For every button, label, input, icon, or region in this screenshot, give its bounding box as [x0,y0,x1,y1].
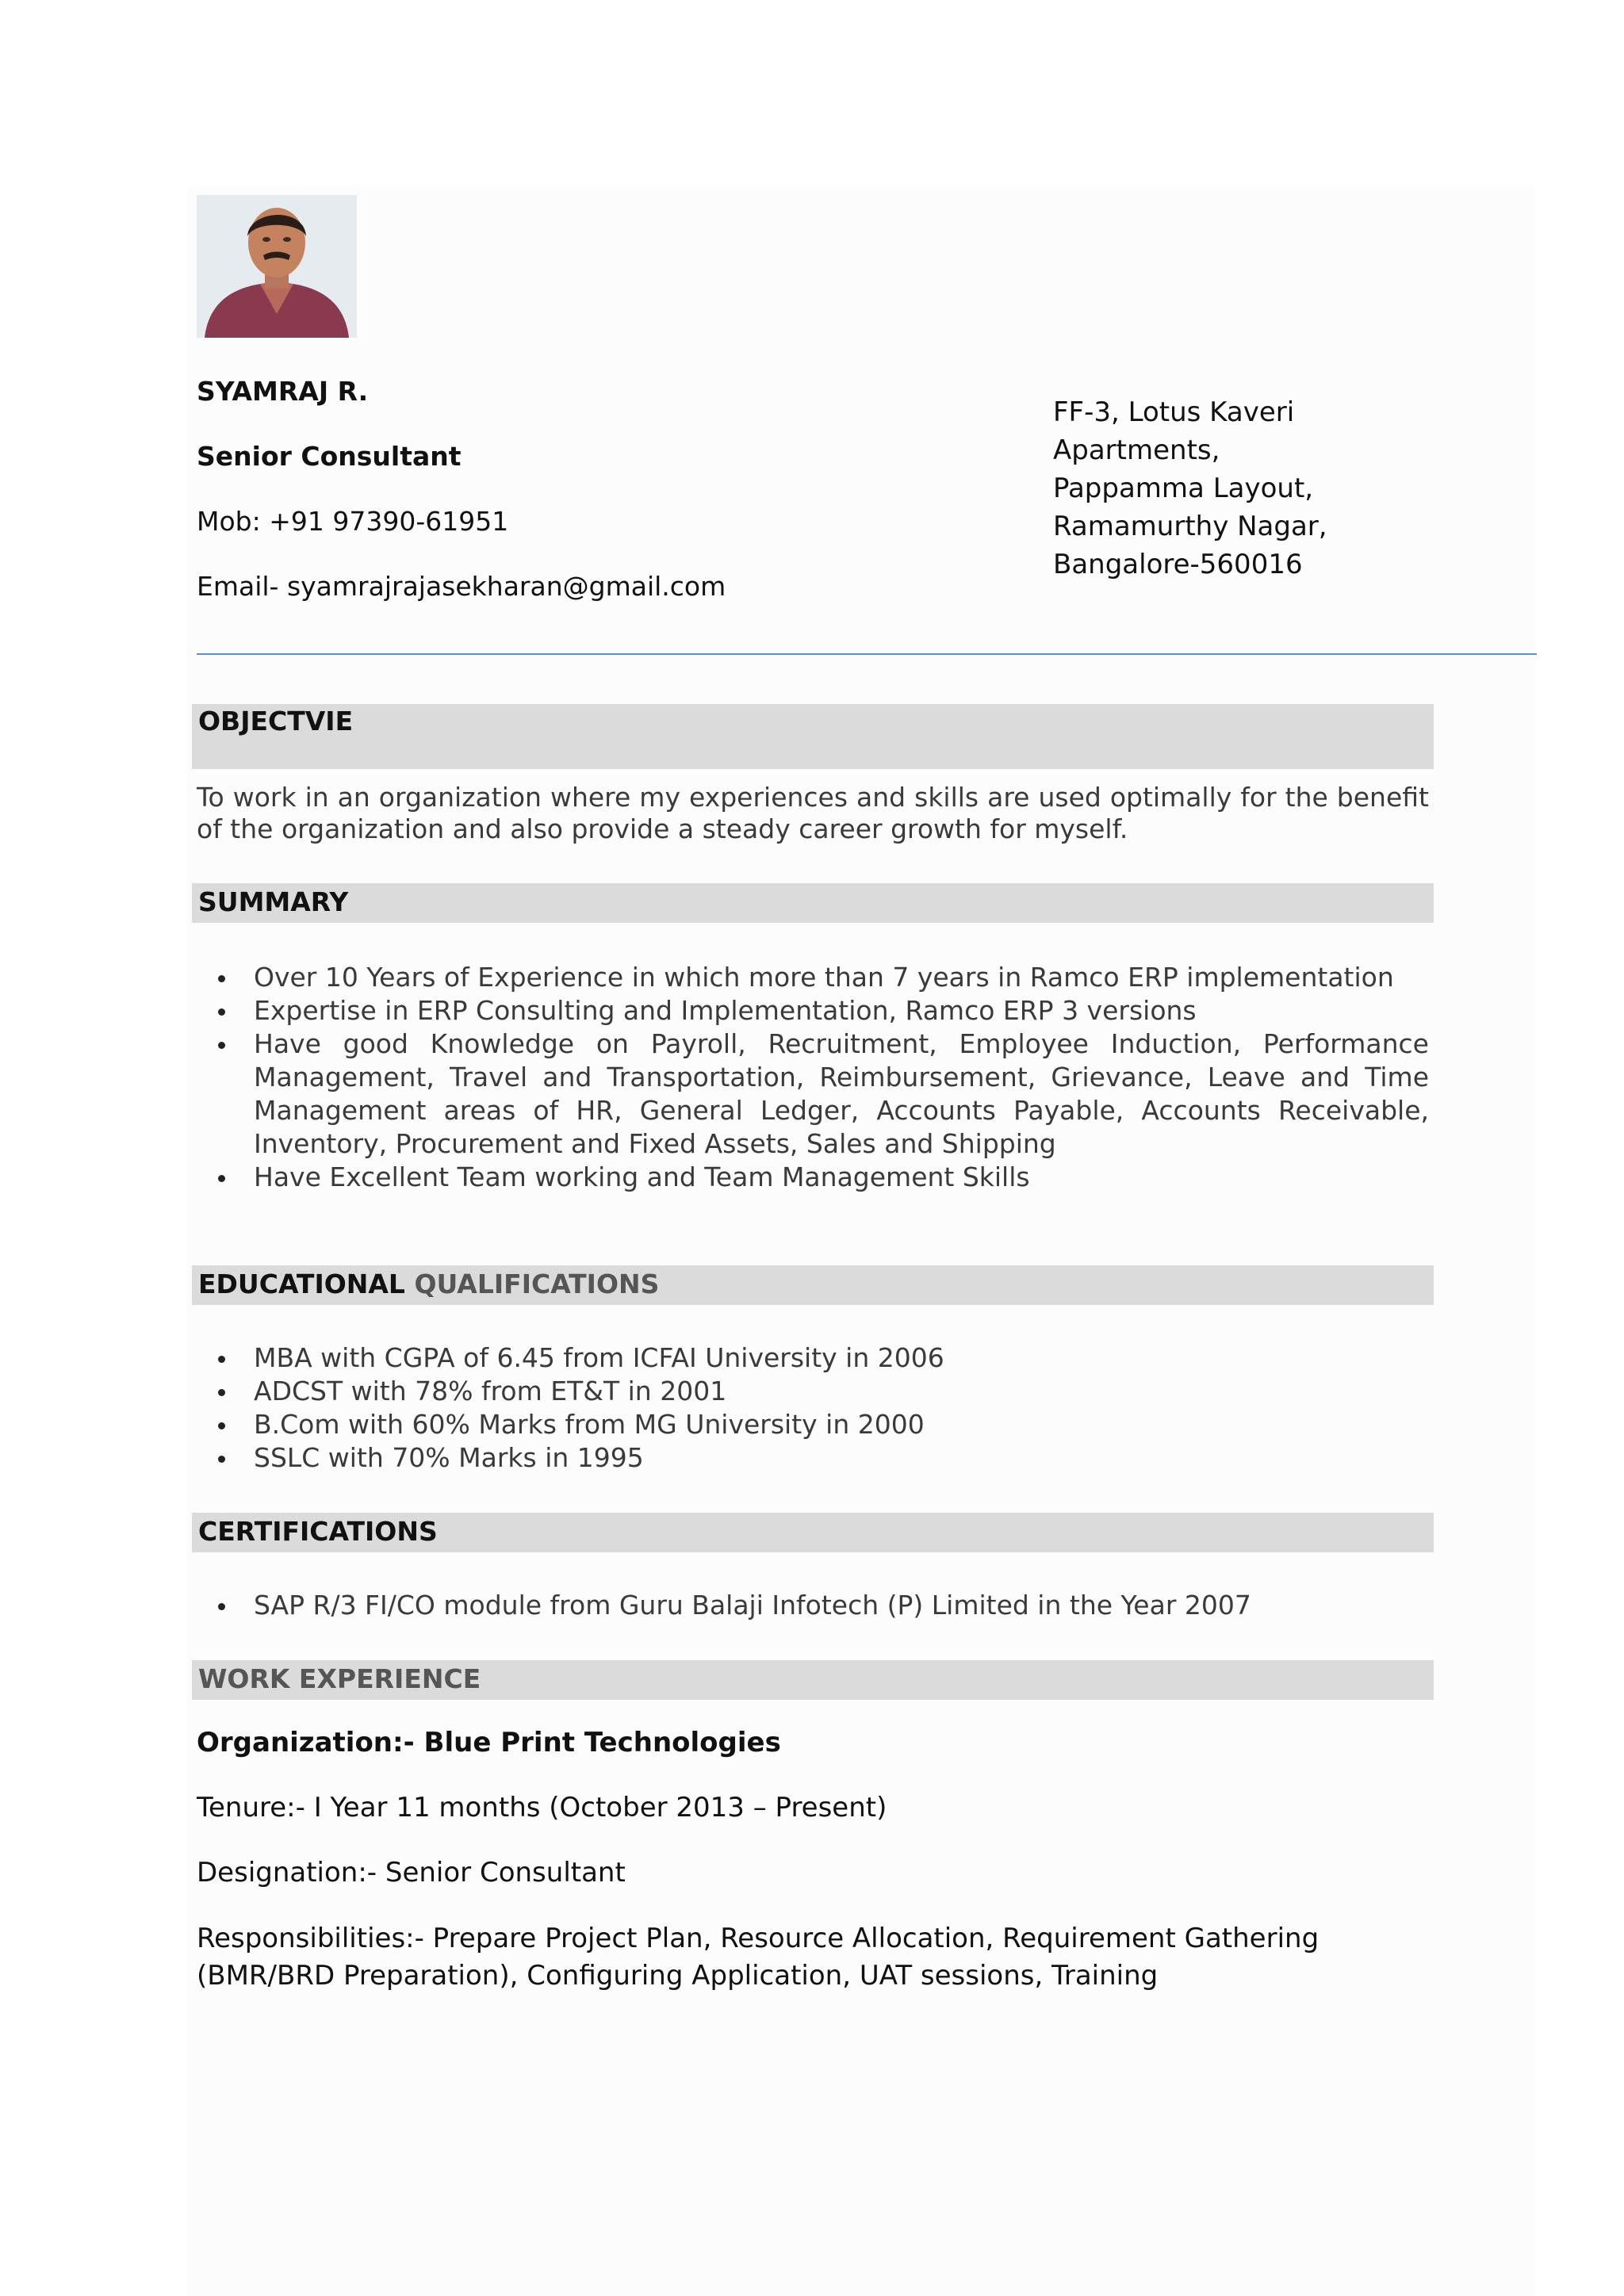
list-item: B.Com with 60% Marks from MG University in 2000 [254,1408,1429,1441]
work-experience-heading: WORK EXPERIENCE [192,1660,1434,1700]
address-line: FF-3, Lotus Kaveri [1053,396,1295,428]
certifications-heading: CERTIFICATIONS [192,1513,1434,1552]
list-item: Have Excellent Team working and Team Management Skills [254,1161,1429,1194]
responsibilities: Responsibilities:- Prepare Project Plan, Resource Allocation, Requirement Gathering (BMR/BRD Preparation), Configuring Application, UAT sessions, Training [197,1923,1320,1992]
tenure: Tenure:- I Year 11 months (October 2013 – Present) [197,1792,887,1823]
candidate-name: SYAMRAJ R. [197,376,369,407]
list-item: MBA with CGPA of 6.45 from ICFAI University in 2006 [254,1341,1429,1375]
list-item: SSLC with 70% Marks in 1995 [254,1441,1429,1475]
certifications-list [197,1589,1429,1622]
header-divider [197,653,1537,655]
profile-photo [197,195,357,338]
education-heading-bold: EDUCATIONAL [198,1269,405,1299]
address-line: Pappamma Layout, [1053,473,1314,504]
list-item: SAP R/3 FI/CO module from Guru Balaji Infotech (P) Limited in the Year 2007 [254,1589,1429,1622]
list-item: ADCST with 78% from ET&T in 2001 [254,1375,1429,1408]
education-heading [192,1265,1434,1305]
address-line: Ramamurthy Nagar, [1053,511,1327,542]
organization: Organization:- Blue Print Technologies [197,1727,781,1758]
address-line: Bangalore-560016 [1053,549,1303,580]
education-heading-muted: QUALIFICATIONS [414,1269,660,1299]
objective-text: To work in an organization where my experiences and skills are used optimally for the benefit of the organization and also provide a steady career growth for myself. [197,782,1429,844]
summary-list [197,961,1429,1194]
email-address: Email- syamrajrajasekharan@gmail.com [197,571,726,602]
objective-heading: OBJECTVIE [192,704,1434,769]
list-item: Over 10 Years of Experience in which more than 7 years in Ramco ERP implementation [254,961,1429,994]
summary-heading: SUMMARY [192,883,1434,923]
list-item: Have good Knowledge on Payroll, Recruitment, Employee Induction, Performance Management, Travel and Transportation, Reimbursement, Grievance, Leave and Time Management areas of HR, General Ledger, Accounts Payable, Accounts Receivable, Inventory, Procurement and Fixed Assets, Sales and Shipping [254,1028,1429,1159]
education-list [197,1341,1429,1475]
mobile-number: Mob: +91 97390-61951 [197,506,509,537]
job-designation: Designation:- Senior Consultant [197,1857,626,1888]
address-line: Apartments, [1053,434,1220,466]
list-item: Expertise in ERP Consulting and Implementation, Ramco ERP 3 versions [254,994,1429,1027]
postal-address [1053,393,1327,584]
candidate-designation: Senior Consultant [197,441,462,472]
